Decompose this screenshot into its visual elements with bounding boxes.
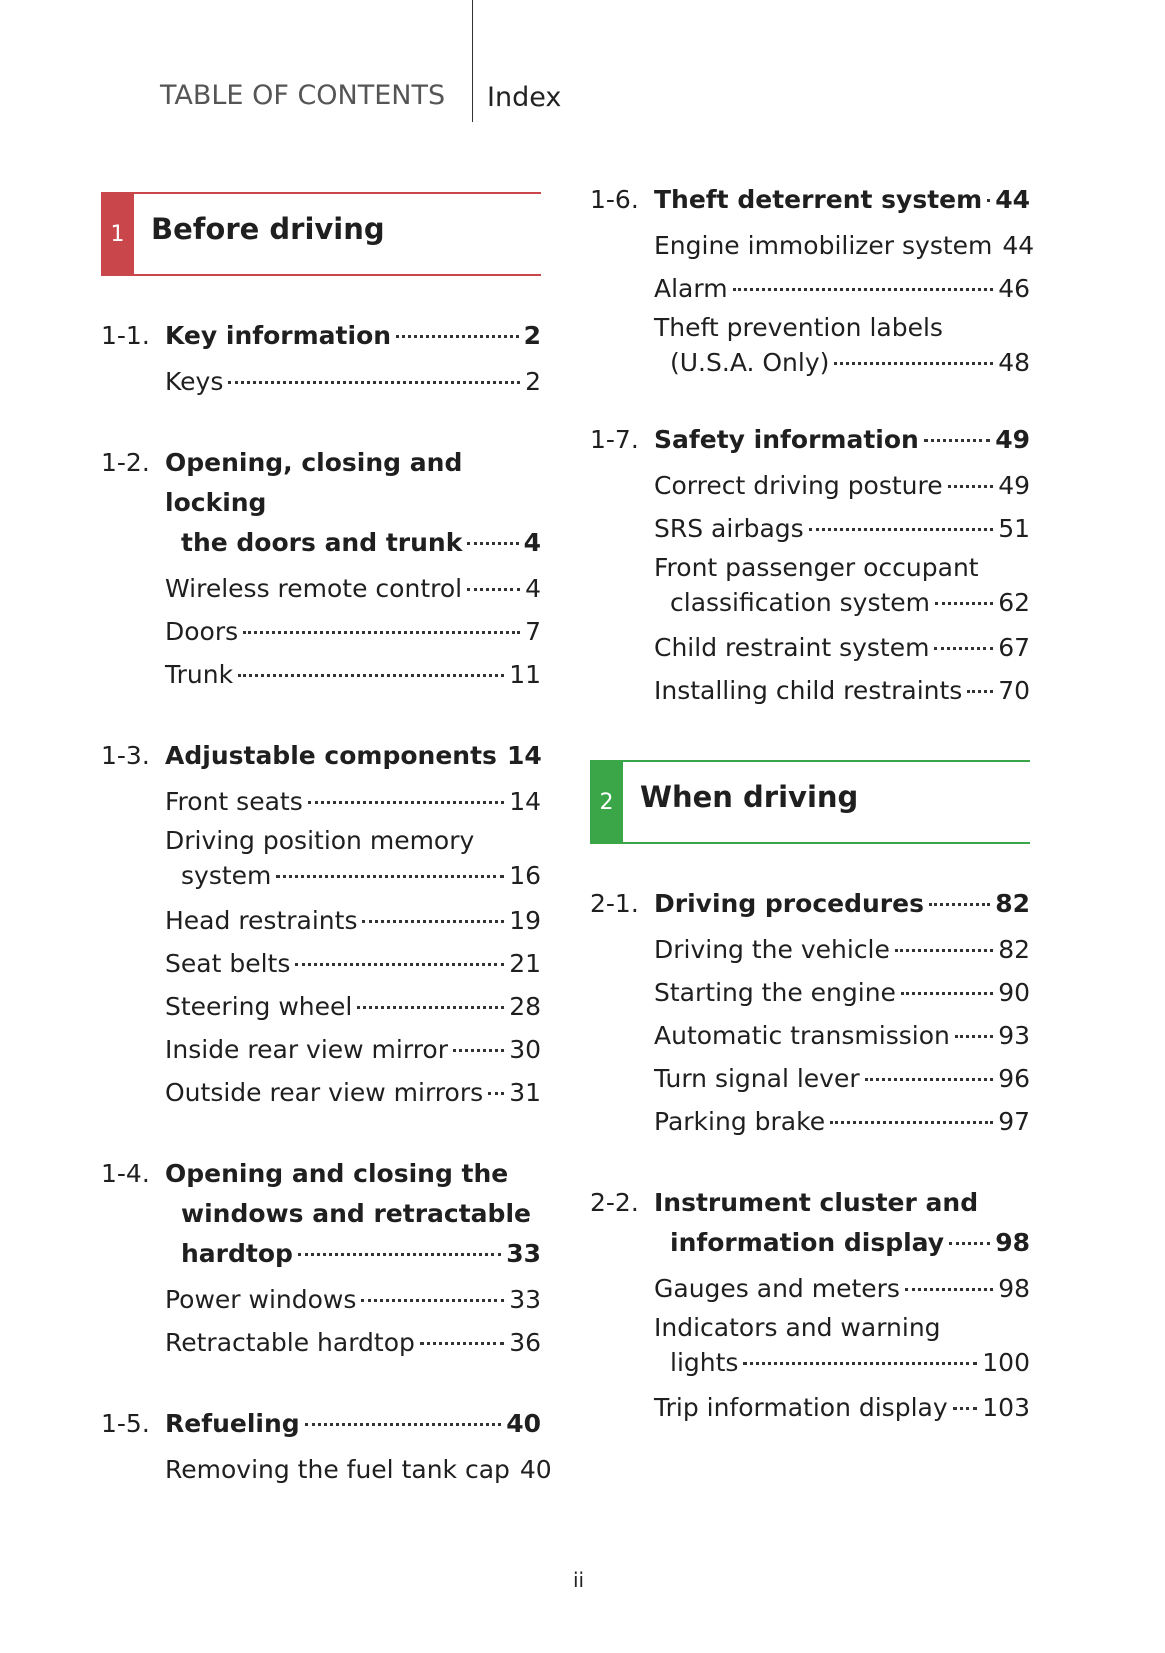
toc-entry[interactable]: [654, 1310, 1030, 1380]
entry-label-line: Theft prevention labels: [654, 313, 943, 342]
toc-entry[interactable]: [165, 899, 541, 942]
section-title: Safety information: [654, 425, 919, 454]
entry-label: Installing child restraints: [654, 676, 963, 705]
dot-leader: [733, 288, 994, 291]
entry-label: SRS airbags: [654, 514, 804, 543]
section-title-line: the doors and trunk: [181, 528, 463, 557]
section-heading[interactable]: [590, 884, 1030, 924]
toc-entry[interactable]: [654, 507, 1030, 550]
entry-label-line: classification system: [670, 588, 931, 617]
section-1-4: [101, 1154, 541, 1364]
dot-leader: [420, 1342, 504, 1345]
entry-label: Child restraint system: [654, 633, 930, 662]
dot-leader: [488, 1092, 504, 1095]
entry-label: Engine immobilizer system: [654, 231, 993, 260]
entry-label-line: Indicators and warning: [654, 1313, 941, 1342]
header-divider: [472, 0, 473, 122]
section-1-7: [590, 420, 1030, 712]
toc-entry[interactable]: [654, 1267, 1030, 1310]
section-1-5: [101, 1404, 552, 1491]
section-heading[interactable]: [590, 1183, 1030, 1263]
section-title-line: Instrument cluster and: [654, 1188, 979, 1217]
chapter-title: Before driving: [151, 212, 385, 246]
toc-entry[interactable]: [654, 550, 1030, 620]
dot-leader: [929, 903, 990, 906]
toc-entry[interactable]: [654, 1100, 1030, 1143]
page-number: 40: [506, 1409, 541, 1438]
dot-leader: [396, 335, 519, 338]
section-title-line: Opening and closing the: [165, 1159, 509, 1188]
page-number: 82: [995, 889, 1030, 918]
dot-leader: [357, 1006, 504, 1009]
dot-leader: [228, 381, 520, 384]
entry-label: Steering wheel: [165, 992, 353, 1021]
dot-leader: [901, 992, 993, 995]
page-number-footer: ii: [573, 1568, 585, 1592]
entry-label: Driving the vehicle: [654, 935, 890, 964]
entry-page: 48: [998, 348, 1030, 377]
toc-entry[interactable]: [165, 985, 541, 1028]
toc-entry[interactable]: [654, 971, 1030, 1014]
dot-leader: [987, 199, 990, 202]
section-1-3: [101, 736, 541, 1114]
section-heading[interactable]: [101, 443, 541, 563]
entry-label-line: system: [181, 861, 272, 890]
dot-leader: [934, 647, 993, 650]
toc-entry[interactable]: [165, 610, 541, 653]
entry-page: 93: [998, 1021, 1030, 1050]
entry-label: Automatic transmission: [654, 1021, 950, 1050]
entry-label: Outside rear view mirrors: [165, 1078, 484, 1107]
entry-page: 16: [509, 861, 541, 890]
toc-entry[interactable]: [654, 224, 1035, 267]
toc-entry[interactable]: [165, 1321, 541, 1364]
section-heading[interactable]: [101, 1404, 541, 1444]
section-title-line: Opening, closing and locking: [165, 448, 463, 517]
dot-leader: [295, 963, 504, 966]
dot-leader: [361, 1299, 504, 1302]
entry-label: Keys: [165, 367, 224, 396]
toc-entry[interactable]: [165, 780, 541, 823]
page-number: 14: [506, 741, 542, 770]
entry-page: 51: [998, 514, 1030, 543]
entry-label: Turn signal lever: [654, 1064, 860, 1093]
dot-leader: [243, 631, 520, 634]
entry-label: Parking brake: [654, 1107, 826, 1136]
dot-leader: [305, 1423, 502, 1426]
entry-page: 31: [509, 1078, 541, 1107]
toc-entry[interactable]: [654, 928, 1030, 971]
dot-leader: [467, 588, 520, 591]
section-1-2: [101, 443, 541, 696]
entry-page: 40: [519, 1455, 552, 1484]
section-1-6: [590, 180, 1035, 380]
entry-page: 67: [998, 633, 1030, 662]
toc-left-column: [101, 192, 552, 1531]
toc-entry[interactable]: [654, 1057, 1030, 1100]
entry-page: 90: [998, 978, 1030, 1007]
entry-page: 2: [525, 367, 541, 396]
entry-page: 36: [509, 1328, 541, 1357]
entry-label: Head restraints: [165, 906, 358, 935]
entry-page: 28: [509, 992, 541, 1021]
section-number: 1-5.: [101, 1409, 150, 1438]
entry-label: Correct driving posture: [654, 471, 943, 500]
toc-entry[interactable]: [165, 360, 541, 403]
chapter-2-header[interactable]: [590, 760, 1030, 844]
entry-label: Inside rear view mirror: [165, 1035, 448, 1064]
dot-leader: [895, 949, 993, 952]
dot-leader: [809, 528, 994, 531]
toc-entry[interactable]: [165, 1071, 541, 1114]
entry-label-line: Front passenger occupant: [654, 553, 979, 582]
section-number: 1-1.: [101, 321, 150, 350]
entry-page: 62: [998, 588, 1030, 617]
page-number: 44: [995, 185, 1030, 214]
toc-entry[interactable]: [654, 626, 1030, 669]
dot-leader: [298, 1253, 501, 1256]
page-number: 49: [995, 425, 1030, 454]
entry-label-line: Driving position memory: [165, 826, 475, 855]
dot-leader: [830, 1121, 993, 1124]
section-title: Adjustable components: [165, 741, 497, 770]
section-number: 1-4.: [101, 1159, 150, 1188]
entry-label: Seat belts: [165, 949, 291, 978]
entry-page: 7: [525, 617, 541, 646]
section-title-line: hardtop: [181, 1239, 293, 1268]
toc-entry[interactable]: [165, 1028, 541, 1071]
chapter-title: When driving: [640, 780, 859, 814]
entry-page: 30: [509, 1035, 541, 1064]
toc-entry[interactable]: [165, 653, 541, 696]
dot-leader: [949, 1242, 990, 1245]
entry-page: 49: [998, 471, 1030, 500]
dot-leader: [276, 875, 504, 878]
dot-leader: [905, 1288, 993, 1291]
dot-leader: [948, 485, 994, 488]
section-title: Driving procedures: [654, 889, 924, 918]
entry-page: 4: [525, 574, 541, 603]
toc-entry[interactable]: [654, 1014, 1030, 1057]
entry-label: Front seats: [165, 787, 303, 816]
dot-leader: [238, 674, 504, 677]
chapter-1-header[interactable]: [101, 192, 541, 276]
toc-entry[interactable]: [165, 823, 541, 893]
entry-label: Trunk: [165, 660, 234, 689]
toc-entry[interactable]: [654, 464, 1030, 507]
section-1-1: [101, 316, 541, 403]
section-title: Key information: [165, 321, 392, 350]
dot-leader: [967, 690, 993, 693]
section-number: 1-2.: [101, 448, 150, 477]
toc-entry[interactable]: [654, 1386, 1030, 1429]
entry-page: 14: [509, 787, 541, 816]
entry-label-line: lights: [670, 1348, 739, 1377]
entry-page: 96: [998, 1064, 1030, 1093]
toc-entry[interactable]: [654, 267, 1030, 310]
entry-label: Removing the fuel tank cap: [165, 1455, 510, 1484]
toc-entry[interactable]: [165, 1278, 541, 1321]
toc-entry[interactable]: [654, 669, 1030, 712]
entry-page: 46: [998, 274, 1030, 303]
entry-page: 70: [998, 676, 1030, 705]
section-number: 2-1.: [590, 889, 639, 918]
dot-leader: [955, 1035, 993, 1038]
dot-leader: [865, 1078, 994, 1081]
dot-leader: [924, 439, 990, 442]
entry-label: Power windows: [165, 1285, 357, 1314]
dot-leader: [935, 602, 993, 605]
entry-label: Doors: [165, 617, 239, 646]
section-title-line: information display: [670, 1228, 945, 1257]
entry-page: 98: [998, 1274, 1030, 1303]
toc-entry[interactable]: [654, 310, 1030, 380]
section-2-2: [590, 1183, 1030, 1429]
page-number: 4: [523, 528, 541, 557]
section-heading[interactable]: [590, 180, 1030, 220]
dot-leader: [308, 801, 504, 804]
dot-leader: [453, 1049, 504, 1052]
entry-label: Alarm: [654, 274, 728, 303]
entry-page: 97: [998, 1107, 1030, 1136]
dot-leader: [953, 1407, 978, 1410]
entry-page: 33: [509, 1285, 541, 1314]
entry-page: 19: [509, 906, 541, 935]
chapter-number: 1: [101, 194, 134, 274]
section-heading[interactable]: [101, 316, 541, 356]
section-title: Theft deterrent system: [654, 185, 983, 214]
section-heading[interactable]: [101, 736, 541, 776]
dot-leader: [362, 920, 504, 923]
page-number: 2: [523, 321, 541, 350]
entry-page: 11: [509, 660, 541, 689]
section-number: 1-7.: [590, 425, 639, 454]
toc-right-column: [590, 180, 1035, 1469]
section-number: 2-2.: [590, 1188, 639, 1217]
entry-label: Trip information display: [654, 1393, 948, 1422]
page-number: 33: [506, 1239, 541, 1268]
toc-entry[interactable]: [165, 942, 541, 985]
table-of-contents-tab[interactable]: TABLE OF CONTENTS: [160, 80, 446, 111]
section-number: 1-3.: [101, 741, 150, 770]
index-tab[interactable]: Index: [487, 82, 562, 113]
dot-leader: [834, 362, 993, 365]
entry-label-line: (U.S.A. Only): [670, 348, 830, 377]
section-2-1: [590, 884, 1030, 1143]
dot-leader: [743, 1362, 977, 1365]
toc-entry[interactable]: [165, 567, 541, 610]
entry-page: 103: [982, 1393, 1030, 1422]
section-heading[interactable]: [101, 1154, 541, 1274]
page-number: 98: [995, 1228, 1030, 1257]
section-title: Refueling: [165, 1409, 300, 1438]
entry-page: 21: [509, 949, 541, 978]
section-title-line: windows and retractable: [181, 1199, 531, 1228]
dot-leader: [467, 542, 518, 545]
section-number: 1-6.: [590, 185, 639, 214]
entry-label: Starting the engine: [654, 978, 896, 1007]
entry-label: Wireless remote control: [165, 574, 463, 603]
entry-label: Gauges and meters: [654, 1274, 900, 1303]
entry-page: 44: [1002, 231, 1035, 260]
chapter-number: 2: [590, 762, 623, 842]
section-heading[interactable]: [590, 420, 1030, 460]
toc-entry[interactable]: [165, 1448, 552, 1491]
entry-page: 100: [982, 1348, 1030, 1377]
entry-page: 82: [998, 935, 1030, 964]
entry-label: Retractable hardtop: [165, 1328, 415, 1357]
